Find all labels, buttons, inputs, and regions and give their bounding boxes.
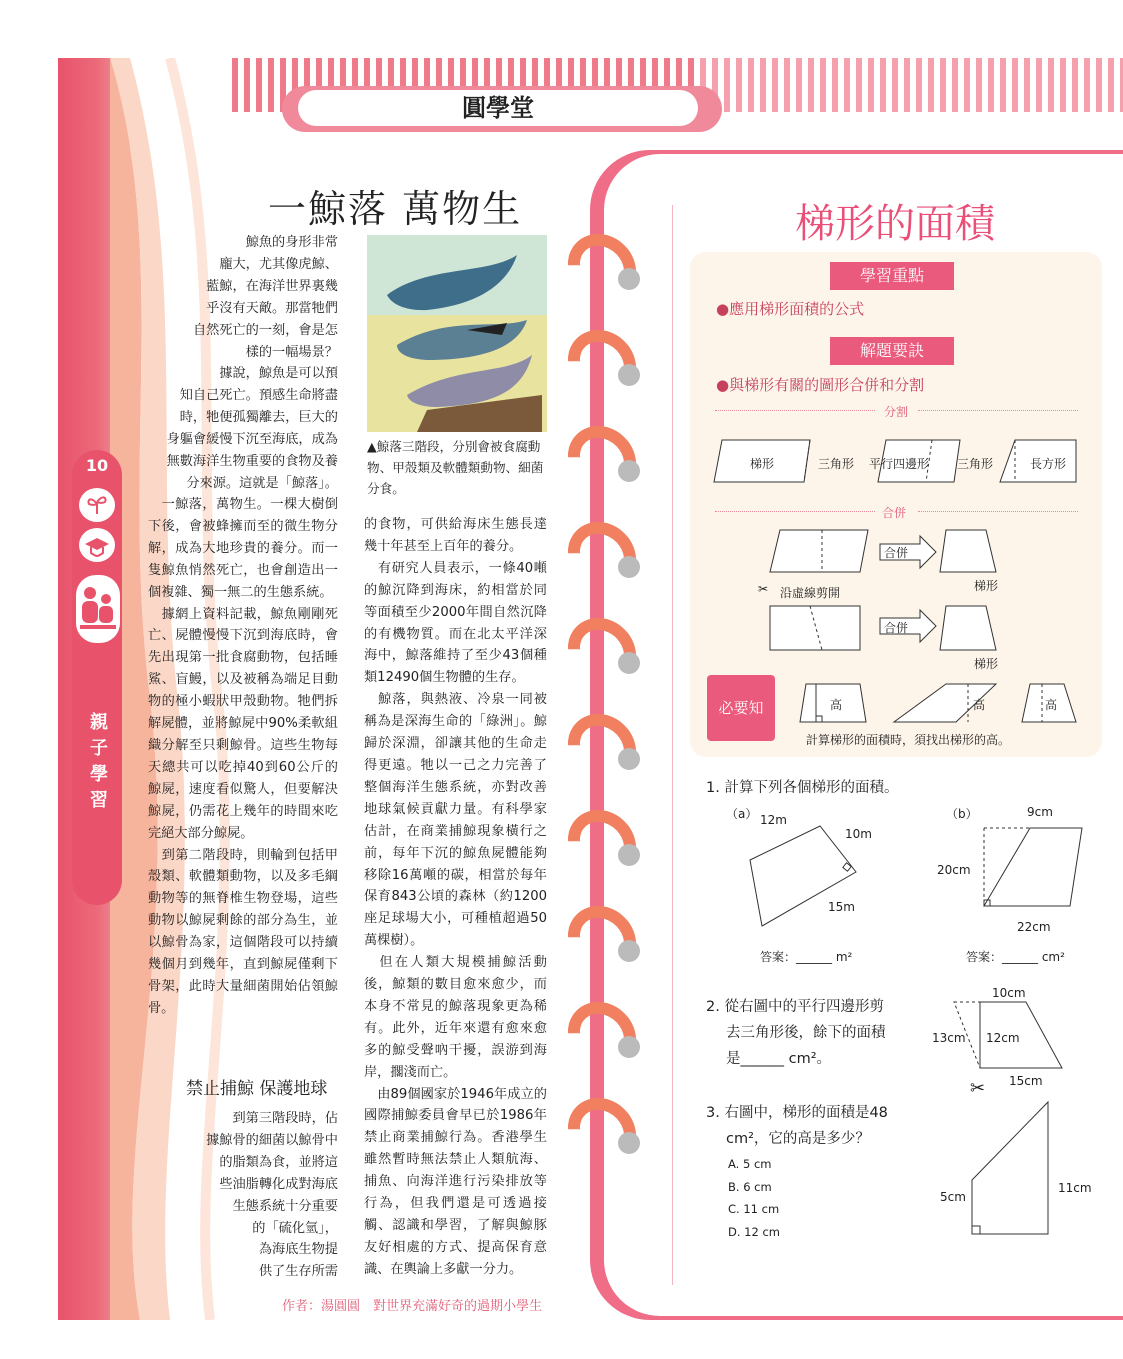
q3-dim: 5cm [940, 1190, 966, 1204]
q2-dim: 10cm [992, 986, 1026, 1000]
article-body-col1: 一鯨落，萬物生。一棵大樹倒下後，會被蜂擁而至的微生物分解，成為大地珍貴的養分。而一隻鯨魚悄然死亡，也會創造出一個複雜、獨一無二的生態系統。 據網上資料記載，鯨魚剛剛死亡、屍體慢慢下沉到海底時，會先出現第一批食腐動物，包括睡鯊、盲鰻，以及被稱為端足目動物的極小蝦狀甲殼動物。牠們拆解屍體，並將鯨屍中90%柔軟組織分解至只剩鯨骨。這些生物每天總共可以吃掉40到60公斤的鯨屍，速度看似驚人，但要解決鯨屍，仍需花上幾年的時間來吃完絕大部分鯨屍。 到第二階段時，則輪到包括甲殼類、軟體類動物，以及多毛綱動物等的無脊椎生物登場，這些動物以鯨屍剩餘的部分為生，並以鯨骨為家，這個階段可以持續幾個月到幾年，直到鯨屍僅剩下骨架，此時大量細菌開始佔領鯨骨。 [148, 497, 338, 1016]
binder-hole [618, 844, 640, 866]
graduation-cap-icon [79, 528, 115, 562]
split-shape-label: 梯形 [750, 457, 775, 471]
binder-hole [618, 556, 640, 578]
split-shape-label: 長方形 [1030, 457, 1067, 471]
side-label-text: 親子學習 [87, 712, 108, 816]
divider [918, 511, 1078, 513]
tips-text: ●與梯形有關的圖形合併和分割 [716, 376, 925, 394]
q3-dim: 11cm [1058, 1181, 1092, 1195]
divider [715, 511, 875, 513]
tips-ribbon: 解題要訣 [830, 337, 954, 365]
parent-child-icon [76, 575, 120, 643]
article-title: 一鯨落 萬物生 [268, 187, 523, 231]
divider [715, 410, 875, 412]
article-intro: 鯨魚的身形非常 龐大，尤其像虎鯨、 藍鯨，在海洋世界裏幾 乎沒有天敵。那當牠們 自然死亡的一刻，會是怎 樣的一幅場景？ 據說，鯨魚是可以預 知自己死亡。預感生命將盡 時，牠便孤獨離去，巨大的 身軀會緩慢下沉至海底，成為 無數海洋生物重要的食物及養 分來源。這就是「鯨落」。 [166, 235, 338, 491]
q1b-dim: 9cm [1027, 805, 1053, 819]
height-label: 高 [973, 698, 986, 712]
question-2-line3: 是______ cm²。 [726, 1051, 832, 1067]
split-shape-label: 三角形 [818, 457, 855, 471]
trapezoid-label: 梯形 [974, 579, 999, 593]
cut-label: 沿虛線剪開 [780, 586, 841, 600]
question-2-line2: 去三角形後，餘下的面積 [726, 1025, 886, 1041]
q3-trapezoid [968, 1098, 1052, 1238]
binder-hole [618, 364, 640, 386]
binder-hole [618, 460, 640, 482]
q3-option: C. 11 cm [728, 1202, 780, 1216]
question-3-line2: cm²，它的高是多少？ [726, 1131, 870, 1147]
q1b-trapezoid [980, 826, 1090, 910]
article-body-col1-end: 到第三階段時，佔 據鯨骨的細菌以鯨骨中 的脂類為食，並將這 些油脂轉化成對海底 生態系統十分重要 的「硫化氫」， 為海底生物提 供了生存所需 [206, 1111, 338, 1280]
author-line: 作者：湯圓圓 對世界充滿好奇的過期小學生 [282, 1299, 543, 1314]
combine-button-label: 合併 [884, 621, 909, 635]
q3-option: D. 12 cm [728, 1225, 780, 1239]
height-label: 高 [1045, 698, 1058, 712]
math-title: 梯形的面積 [795, 201, 995, 247]
q1a-dim: 12m [760, 813, 787, 827]
q3-option: B. 6 cm [728, 1180, 772, 1194]
q1b-dim: 22cm [1017, 920, 1051, 934]
q2-dim: 13cm [932, 1031, 966, 1045]
q1a-dim: 15m [828, 900, 855, 914]
must-know-badge: 必要知 [707, 675, 775, 741]
combine-button-label: 合併 [884, 546, 909, 560]
article-body-col2: 的食物，可供給海床生態長達幾十年甚至上百年的養分。 有研究人員表示，一條40噸的鯨沉降到海床，約相當於同等面積至少2000年間自然沉降的有機物質。而在北太平洋深海中，鯨落維持了至少43個種類12490個生物體的生存。 鯨落，與熱液、冷泉一同被稱為是深海生命的「綠洲」。鯨歸於深淵，卻讓其他的生命走得更遠。牠以一己之力完善了整個海洋生態系統，亦對改善地球氣候貢獻力量。有科學家估計，在商業捕鯨現象橫行之前，每年下沉的鯨魚屍體能夠移除16萬噸的碳，相當於每年保育843公頃的森林（約1200座足球場大小，可種植超過50萬棵樹）。 但在人類大規模捕鯨活動後，鯨類的數目愈來愈少，而本身不常見的鯨落現象更為稀有。此外，近年來還有愈來愈多的鯨受聲吶干擾，誤游到海岸，擱淺而亡。 由89個國家於1946年成立的國際捕鯨委員會早已於1986年禁止商業捕鯨行為。香港學生雖然暫時無法禁止人類航海、捕魚、向海洋進行污染排放等行為，但我們還是可透過接觸、認識和學習，了解與鯨豚友好相處的方式、提高保育意識、在輿論上多獻一分力。 [364, 517, 547, 1277]
article-subheading: 禁止捕鯨 保護地球 [186, 1079, 328, 1099]
binder-hole [618, 748, 640, 770]
divider [918, 410, 1078, 412]
focus-ribbon: 學習重點 [830, 262, 954, 290]
header-stripes-light [700, 58, 1123, 112]
scissors-icon: ✂ [758, 582, 769, 596]
q2-dim: 15cm [1009, 1074, 1043, 1088]
q1b-answer: 答案：______ cm² [966, 950, 1065, 964]
binder-hole [618, 652, 640, 674]
must-know-note: 計算梯形的面積時，須找出梯形的高。 [806, 733, 1011, 747]
split-shape-label: 三角形 [957, 457, 994, 471]
binder-hole [618, 1036, 640, 1058]
q3-option: A. 5 cm [728, 1157, 772, 1171]
photo-caption: ▲鯨落三階段，分別會被食腐動物、甲殼類及軟體類動物、細菌分食。 [367, 439, 544, 496]
scissors-icon: ✂ [970, 1078, 986, 1099]
split-label: 分割 [884, 405, 909, 419]
q1b-dim: 20cm [937, 863, 971, 877]
question-2-line1: 2. 從右圖中的平行四邊形剪 [706, 999, 884, 1015]
trapezoid-label: 梯形 [974, 657, 999, 671]
binder-hole [618, 940, 640, 962]
q1a-dim: 10m [845, 827, 872, 841]
binder-hole [618, 268, 640, 290]
q1a-answer: 答案：______ m² [760, 950, 853, 964]
side-label [82, 712, 112, 824]
height-label: 高 [830, 698, 843, 712]
section-tab: 圓學堂 [298, 90, 698, 126]
whale-fall-illustration [367, 235, 547, 432]
question-1: 1. 計算下列各個梯形的面積。 [706, 780, 899, 796]
split-shape-label: 平行四邊形 [869, 457, 930, 471]
binder-hole [618, 1132, 640, 1154]
combine-label: 合併 [882, 506, 907, 520]
notebook-margin-line [672, 205, 673, 1285]
question-3-line1: 3. 右圖中，梯形的面積是48 [706, 1105, 888, 1121]
page-number: 10 [85, 456, 109, 475]
sprout-icon [79, 488, 115, 522]
focus-text: ●應用梯形面積的公式 [716, 300, 865, 318]
q1b-tag: （b） [946, 807, 978, 821]
q2-dim: 12cm [986, 1031, 1020, 1045]
q1a-tag: （a） [726, 807, 758, 821]
